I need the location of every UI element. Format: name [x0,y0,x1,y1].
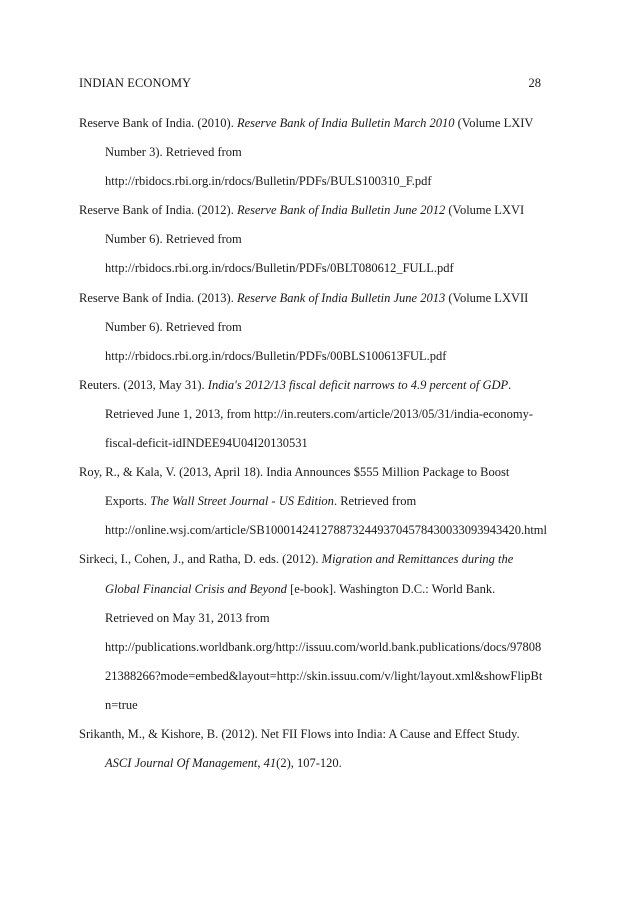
reference-entry [79,288,579,375]
reference-text: Sirkeci, I., Cohen, J., and Ratha, D. eds. (2012). [79,552,322,567]
reference-list [79,113,579,782]
italic-text: ASCI Journal Of Management [105,756,258,771]
reference-text: 21388266?mode=embed&layout=http://skin.issuu.com/v/light/layout.xml&showFlipBt [105,668,543,683]
reference-text: Retrieved on May 31, 2013 from [105,610,270,625]
reference-entry [79,724,579,782]
reference-entry [79,462,579,549]
reference-text: Reserve Bank of India. (2013). [79,290,237,305]
reference-text: http://online.wsj.com/article/SB10001424127887324493704578430033093943420.html [105,523,547,538]
italic-text: 41 [263,756,277,771]
reference-line [79,171,579,200]
reference-text: (Volume LXVII [445,290,529,305]
reference-line [79,113,579,142]
reference-line [79,433,579,462]
reference-line [79,491,579,520]
reference-text: (Volume LXIV [454,116,534,130]
reference-text: Number 3). Retrieved from [105,145,242,160]
reference-line [79,753,579,782]
reference-line [79,404,579,433]
reference-line [79,549,579,578]
running-header [79,76,541,96]
reference-text: fiscal-deficit-idINDEE94U04I20130531 [105,436,308,451]
reference-text: . [508,377,512,392]
reference-text: (Volume LXVI [445,203,525,218]
reference-line [79,346,579,375]
reference-entry [79,113,579,200]
reference-text: http://publications.worldbank.org/http://issuu.com/world.bank.publications/docs/97808 [105,639,542,654]
reference-line [79,229,579,258]
reference-text: Reserve Bank of India. (2010). [79,116,237,130]
reference-text: http://rbidocs.rbi.org.in/rdocs/Bulletin/PDFs/00BLS100613FUL.pdf [105,348,447,363]
reference-line [79,666,579,695]
reference-text: Roy, R., & Kala, V. (2013, April 18). India Announces $555 Million Package to Boost [79,465,510,480]
italic-text: Reserve Bank of India Bulletin June 2012 [236,203,446,218]
italic-text: The Wall Street Journal - US Edition [150,494,334,509]
reference-text: . Retrieved from [333,494,417,509]
italic-text: Global Financial Crisis and Beyond [105,581,287,596]
reference-text: n=true [105,697,138,712]
reference-line [79,637,579,666]
reference-text: Number 6). Retrieved from [105,232,242,247]
reference-line [79,462,579,491]
reference-text: http://rbidocs.rbi.org.in/rdocs/Bulletin/PDFs/BULS100310_F.pdf [105,174,432,189]
reference-text: [e-book]. Washington D.C.: World Bank. [286,581,496,596]
reference-line [79,579,579,608]
reference-text: Exports. [105,494,151,509]
reference-line [79,317,579,346]
reference-text: (2), 107-120. [276,756,342,771]
reference-text: Retrieved June 1, 2013, from http://in.reuters.com/article/2013/05/31/india-economy- [105,406,534,421]
reference-line [79,375,579,404]
running-head-title: INDIAN ECONOMY [79,76,192,90]
reference-entry [79,549,579,724]
reference-line [79,258,579,287]
reference-line [79,520,579,549]
italic-text: India's 2012/13 fiscal deficit narrows to 4.9 percent of GDP [207,377,509,392]
reference-line [79,724,579,753]
italic-text: Reserve Bank of India Bulletin June 2013 [236,290,446,305]
reference-text: , [257,756,264,771]
reference-line [79,695,579,724]
italic-text: Migration and Remittances during the [321,552,514,567]
reference-text: Reserve Bank of India. (2012). [79,203,237,218]
reference-text: Number 6). Retrieved from [105,319,242,334]
reference-line [79,288,579,317]
reference-text: Reuters. (2013, May 31). [79,377,208,392]
reference-entry [79,200,579,287]
reference-entry [79,375,579,462]
page-number: 28 [528,76,541,90]
reference-line [79,142,579,171]
reference-text: Srikanth, M., & Kishore, B. (2012). Net FII Flows into India: A Cause and Effect Study. [79,726,520,741]
italic-text: Reserve Bank of India Bulletin March 2010 [236,116,455,130]
reference-line [79,608,579,637]
reference-text: http://rbidocs.rbi.org.in/rdocs/Bulletin/PDFs/0BLT080612_FULL.pdf [105,261,454,276]
reference-line [79,200,579,229]
